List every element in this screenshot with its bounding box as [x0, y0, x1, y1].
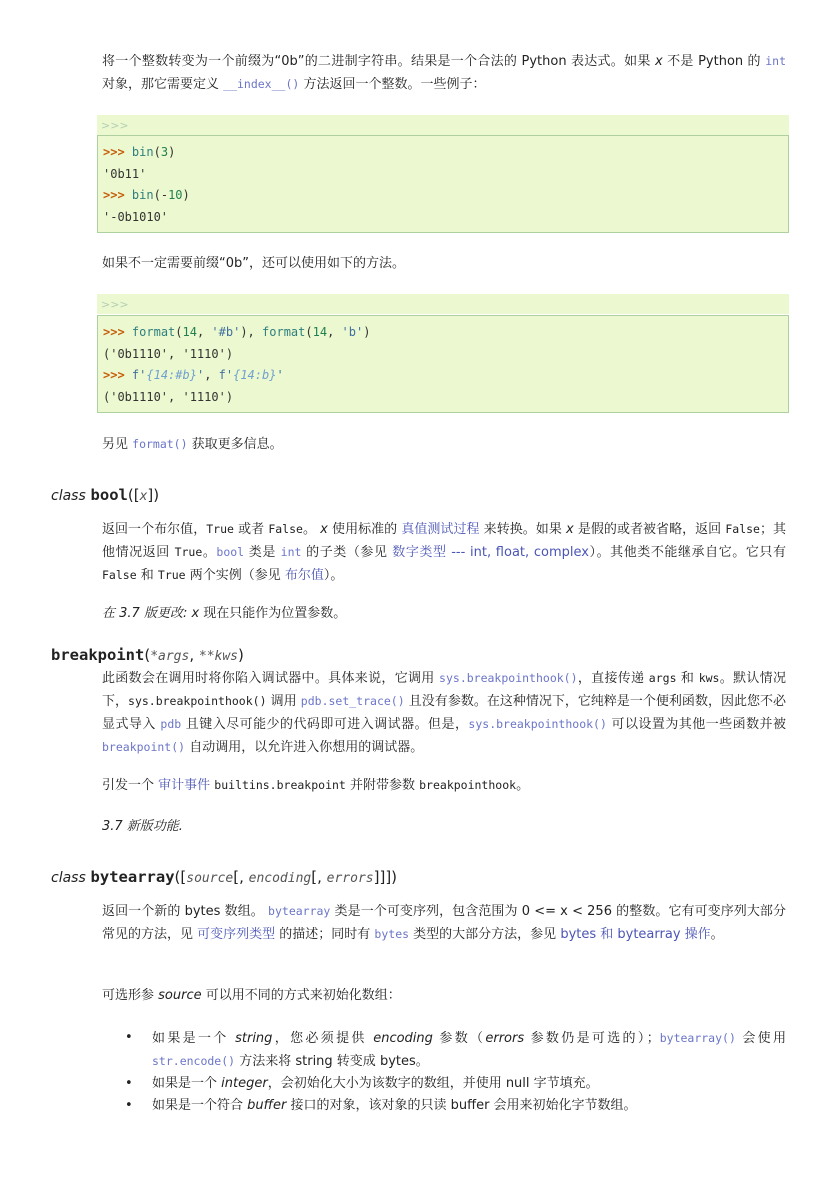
code-output: ('0b1110', '1110'): [103, 346, 234, 361]
int-link[interactable]: int: [280, 545, 302, 559]
pdb-link[interactable]: pdb: [160, 717, 182, 731]
no-prefix-text: 如果不一定需要前缀“0b”，还可以使用如下的方法。: [102, 256, 405, 271]
code-example-format: [97, 315, 789, 413]
bool-signature: class bool([x]): [51, 486, 160, 504]
bullet-icon: •: [125, 1030, 133, 1045]
breakpointhook-link[interactable]: sys.breakpointhook(): [468, 717, 607, 731]
mutable-sequence-types-link[interactable]: 可变序列类型: [197, 927, 276, 942]
breakpoint-signature: breakpoint(*args, **kws): [51, 646, 244, 664]
breakpoint-name: breakpoint: [51, 646, 145, 664]
bytearray-source-list: [102, 1027, 786, 1117]
bytearray-signature: class bytearray([source[, encoding[, errors]]]): [51, 868, 398, 886]
list-item: • 如果是一个符合 buffer 接口的对象，该对象的只读 buffer 会用来初始化字节数组。: [102, 1095, 786, 1117]
format-link[interactable]: format(): [132, 437, 188, 451]
bytes-bytearray-ops-link[interactable]: bytes 和 bytearray 操作: [560, 927, 711, 942]
code-prompt-toggle[interactable]: >>>: [97, 115, 789, 135]
bytearray-description: 返回一个新的 bytes 数组。 bytearray 类是一个可变序列，包含范围为 0 <= x < 256 的整数。它有可变序列大部分常见的方法，见 可变序列类型 的描述；同时有 bytes 类型的大部分方法，参见 bytes 和 bytearray 操作。: [102, 904, 786, 942]
int-link[interactable]: int: [765, 54, 787, 68]
bytearray-link[interactable]: bytearray(): [659, 1031, 736, 1045]
code-line: >>> format(14, '#b'), format(14, 'b'): [103, 325, 371, 339]
bool-name: bool: [90, 486, 128, 504]
list-item: • 如果是一个 integer，会初始化大小为该数字的数组，并使用 null 字节填充。: [102, 1073, 786, 1095]
numeric-types-link[interactable]: 数字类型 --- int, float, complex: [392, 545, 589, 560]
bullet-icon: •: [125, 1076, 133, 1091]
code-output: '-0b1010': [103, 209, 169, 224]
list-item: • 如果是一个 string，您必须提供 encoding 参数（errors 参数仍是可选的）；bytearray() 会使用 str.encode() 方法来将 string 转变成 bytes。: [102, 1027, 786, 1073]
code-output: '0b11': [103, 166, 147, 181]
bytes-link[interactable]: bytes: [374, 927, 410, 941]
code-line: >>> f'{14:#b}', f'{14:b}': [103, 368, 284, 383]
bool-link[interactable]: bool: [216, 545, 245, 559]
param-x: x: [655, 54, 663, 69]
bool-description: 返回一个布尔值，True 或者 False。 x 使用标准的 真值测试过程 来转换。如果 x 是假的或者被省略，返回 False；其他情况返回 True。bool 类是 int 的子类（参见 数字类型 --- int, float, complex）。其他类不能继承自它。它只有 False 和 True 两个实例（参见 布尔值）。: [102, 522, 787, 583]
breakpoint-version-added: 3.7 新版功能.: [102, 819, 183, 834]
code-example-bin: [97, 135, 789, 233]
bytearray-link[interactable]: bytearray: [268, 904, 331, 918]
bin-description: 将一个整数转变为一个前缀为“0b”的二进制字符串。结果是一个合法的 Python 表达式。如果 x 不是 Python 的 int 对象，那它需要定义 __index__() 方法返回一个整数。一些例子：: [102, 54, 787, 92]
bytearray-source-intro: 可选形参 source 可以用不同的方式来初始化数组：: [102, 988, 401, 1003]
str-encode-link[interactable]: str.encode(): [152, 1054, 236, 1068]
code-output: ('0b1110', '1110'): [103, 389, 234, 404]
breakpointhook-link[interactable]: sys.breakpointhook(): [439, 671, 578, 685]
see-also-text: 另见 format() 获取更多信息。: [102, 437, 283, 452]
bool-version-changed: 在 3.7 版更改: x 现在只能作为位置参数。: [102, 606, 347, 621]
code-line: >>> bin(3): [103, 145, 176, 159]
bytearray-name: bytearray: [90, 868, 175, 886]
breakpoint-link[interactable]: breakpoint(): [102, 740, 186, 754]
code-prompt-toggle[interactable]: >>>: [97, 294, 789, 314]
bullet-icon: •: [125, 1098, 133, 1113]
audit-event-link[interactable]: 审计事件: [158, 778, 211, 793]
code-line: >>> bin(-10): [103, 188, 190, 203]
index-method-link[interactable]: __index__(): [223, 77, 300, 91]
truth-testing-link[interactable]: 真值测试过程: [401, 522, 480, 537]
pdb-set-trace-link[interactable]: pdb.set_trace(): [300, 694, 405, 708]
breakpoint-audit: 引发一个 审计事件 builtins.breakpoint 并附带参数 breakpointhook。: [102, 778, 530, 793]
boolean-values-link[interactable]: 布尔值: [284, 568, 324, 583]
breakpoint-description: 此函数会在调用时将你陷入调试器中。具体来说，它调用 sys.breakpointhook()，直接传递 args 和 kws。默认情况下，sys.breakpointhook() 调用 pdb.set_trace() 且没有参数。在这种情况下，它纯粹是一个便利函数，因此您不必显式导入 pdb 且键入尽可能少的代码即可进入调试器。但是，sys.breakpointhook() 可以设置为其他一些函数并被 breakpoint() 自动调用，以允许进入你想用的调试器。: [102, 671, 786, 755]
